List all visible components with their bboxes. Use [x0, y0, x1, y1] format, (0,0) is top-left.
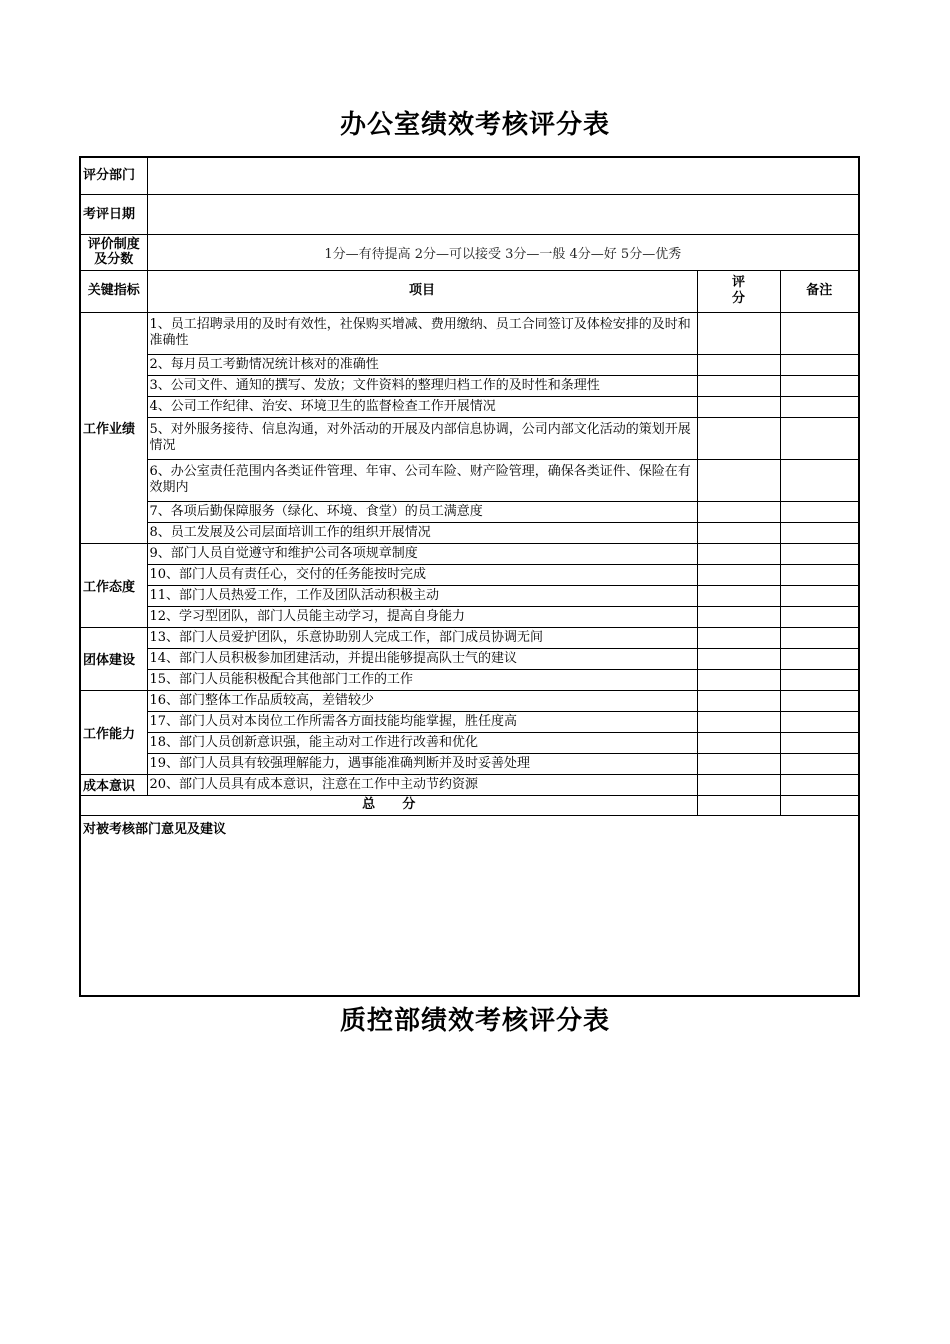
- remark-cell[interactable]: [780, 690, 859, 711]
- remark-cell[interactable]: [780, 711, 859, 732]
- group-label: 成本意识: [80, 774, 147, 795]
- next-form-title: 质控部绩效考核评分表: [339, 1006, 610, 1036]
- item-text: 15、部门人员能积极配合其他部门工作的工作: [147, 669, 697, 690]
- table-row: [80, 396, 859, 417]
- remark-cell[interactable]: [780, 543, 859, 564]
- score-cell[interactable]: [697, 606, 780, 627]
- score-cell[interactable]: [697, 627, 780, 648]
- score-cell[interactable]: [697, 396, 780, 417]
- item-text: 5、对外服务接待、信息沟通，对外活动的开展及内部信息协调，公司内部文化活动的策划开展情况: [147, 417, 697, 459]
- date-label: 考评日期: [80, 194, 147, 234]
- header-row: [80, 270, 859, 312]
- table-row: [80, 753, 859, 774]
- item-text: 12、学习型团队，部门人员能主动学习，提高自身能力: [147, 606, 697, 627]
- item-text: 8、员工发展及公司层面培训工作的组织开展情况: [147, 522, 697, 543]
- total-label: 总 分: [80, 795, 697, 815]
- remark-cell[interactable]: [780, 564, 859, 585]
- remark-cell[interactable]: [780, 606, 859, 627]
- item-text: 20、部门人员具有成本意识，注意在工作中主动节约资源: [147, 774, 697, 795]
- table-row: [80, 732, 859, 753]
- group-label: 工作态度: [80, 543, 147, 627]
- score-cell[interactable]: [697, 648, 780, 669]
- remark-cell[interactable]: [780, 354, 859, 375]
- table-row: [80, 459, 859, 501]
- score-cell[interactable]: [697, 312, 780, 354]
- group-label: 工作业绩: [80, 312, 147, 543]
- item-text: 9、部门人员自觉遵守和维护公司各项规章制度: [147, 543, 697, 564]
- table-row: [80, 627, 859, 648]
- dept-row: [80, 157, 859, 194]
- scale-text: 1分—有待提高 2分—可以接受 3分—一般 4分—好 5分—优秀: [147, 234, 859, 270]
- table-row: [80, 564, 859, 585]
- total-score-cell[interactable]: [697, 795, 780, 815]
- remark-cell[interactable]: [780, 459, 859, 501]
- remark-cell[interactable]: [780, 522, 859, 543]
- item-text: 16、部门整体工作品质较高，差错较少: [147, 690, 697, 711]
- score-cell[interactable]: [697, 522, 780, 543]
- score-cell[interactable]: [697, 564, 780, 585]
- score-cell[interactable]: [697, 711, 780, 732]
- score-cell[interactable]: [697, 753, 780, 774]
- remark-cell[interactable]: [780, 396, 859, 417]
- table-row: [80, 606, 859, 627]
- score-cell[interactable]: [697, 543, 780, 564]
- table-row: [80, 669, 859, 690]
- table-row: [80, 501, 859, 522]
- form-title: 办公室绩效考核评分表: [339, 110, 610, 140]
- remark-cell[interactable]: [780, 501, 859, 522]
- score-cell[interactable]: [697, 585, 780, 606]
- remark-cell[interactable]: [780, 417, 859, 459]
- item-text: 4、公司工作纪律、治安、环境卫生的监督检查工作开展情况: [147, 396, 697, 417]
- item-text: 19、部门人员具有较强理解能力，遇事能准确判断并及时妥善处理: [147, 753, 697, 774]
- opinion-label[interactable]: 对被考核部门意见及建议: [80, 815, 859, 996]
- header-key-indicator: 关键指标: [80, 270, 147, 312]
- item-text: 10、部门人员有责任心，交付的任务能按时完成: [147, 564, 697, 585]
- score-cell[interactable]: [697, 690, 780, 711]
- table-row: [80, 522, 859, 543]
- remark-cell[interactable]: [780, 585, 859, 606]
- score-cell[interactable]: [697, 459, 780, 501]
- table-row: [80, 648, 859, 669]
- score-cell[interactable]: [697, 669, 780, 690]
- remark-cell[interactable]: [780, 774, 859, 795]
- item-text: 3、公司文件、通知的撰写、发放；文件资料的整理归档工作的及时性和条理性: [147, 375, 697, 396]
- remark-cell[interactable]: [780, 648, 859, 669]
- evaluation-table: [79, 156, 860, 997]
- table-row: [80, 711, 859, 732]
- header-score: 评分: [697, 270, 780, 312]
- table-row: [80, 690, 859, 711]
- item-text: 1、员工招聘录用的及时有效性，社保购买增减、费用缴纳、员工合同签订及体检安排的及时和准确性: [147, 312, 697, 354]
- table-row: [80, 417, 859, 459]
- group-label: 团体建设: [80, 627, 147, 690]
- table-row: [80, 354, 859, 375]
- remark-cell[interactable]: [780, 375, 859, 396]
- score-cell[interactable]: [697, 732, 780, 753]
- item-text: 2、每月员工考勤情况统计核对的准确性: [147, 354, 697, 375]
- score-cell[interactable]: [697, 354, 780, 375]
- total-row: [80, 795, 859, 815]
- table-row: [80, 312, 859, 354]
- remark-cell[interactable]: [780, 753, 859, 774]
- opinion-row: [80, 815, 859, 996]
- header-remark: 备注: [780, 270, 859, 312]
- table-row: [80, 543, 859, 564]
- scale-row: [80, 234, 859, 270]
- dept-label: 评分部门: [80, 157, 147, 194]
- remark-cell[interactable]: [780, 312, 859, 354]
- remark-cell[interactable]: [780, 732, 859, 753]
- date-value-cell[interactable]: [147, 194, 859, 234]
- header-item: 项目: [147, 270, 697, 312]
- item-text: 7、各项后勤保障服务（绿化、环境、食堂）的员工满意度: [147, 501, 697, 522]
- score-cell[interactable]: [697, 501, 780, 522]
- item-text: 17、部门人员对本岗位工作所需各方面技能均能掌握，胜任度高: [147, 711, 697, 732]
- score-cell[interactable]: [697, 417, 780, 459]
- total-remark-cell[interactable]: [780, 795, 859, 815]
- remark-cell[interactable]: [780, 627, 859, 648]
- remark-cell[interactable]: [780, 669, 859, 690]
- item-text: 18、部门人员创新意识强，能主动对工作进行改善和优化: [147, 732, 697, 753]
- dept-value-cell[interactable]: [147, 157, 859, 194]
- table-row: [80, 585, 859, 606]
- item-text: 11、部门人员热爱工作，工作及团队活动积极主动: [147, 585, 697, 606]
- score-cell[interactable]: [697, 774, 780, 795]
- item-text: 14、部门人员积极参加团建活动，并提出能够提高队士气的建议: [147, 648, 697, 669]
- item-text: 13、部门人员爱护团队，乐意协助别人完成工作，部门成员协调无间: [147, 627, 697, 648]
- table-row: [80, 375, 859, 396]
- item-text: 6、办公室责任范围内各类证件管理、年审、公司车险、财产险管理，确保各类证件、保险在有效期内: [147, 459, 697, 501]
- date-row: [80, 194, 859, 234]
- scale-label: 评价制度及分数: [80, 234, 147, 270]
- group-label: 工作能力: [80, 690, 147, 774]
- table-row: [80, 774, 859, 795]
- score-cell[interactable]: [697, 375, 780, 396]
